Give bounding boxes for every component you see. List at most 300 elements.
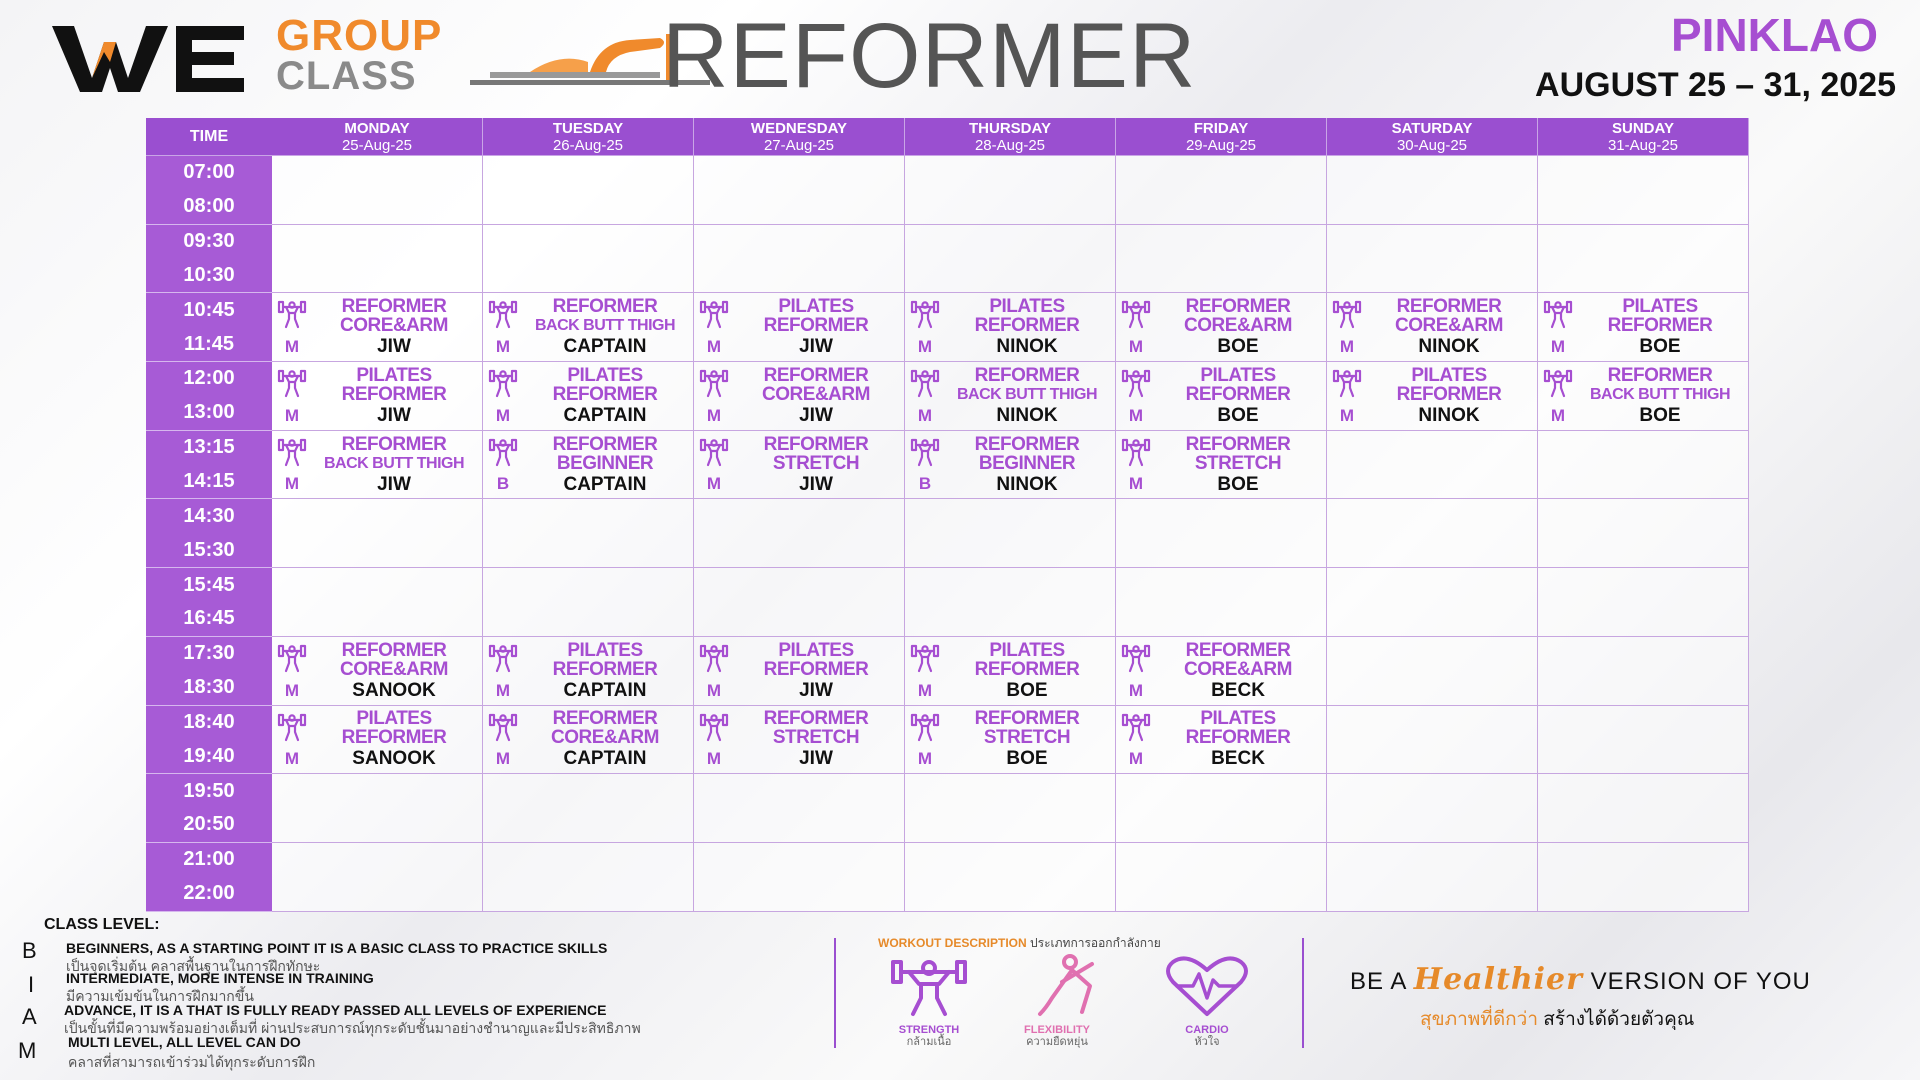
slogan-thai-orange: สุขภาพที่ดีกว่า <box>1420 1009 1539 1030</box>
class-name-line2: REFORMER <box>974 658 1080 680</box>
empty-slot <box>1538 499 1749 568</box>
coach-name: BOE <box>1639 404 1681 426</box>
time-end: 19:40 <box>183 744 235 767</box>
class-name-line2: BACK BUTT THIGH <box>956 385 1098 403</box>
strength-icon <box>910 643 940 673</box>
class-meta <box>275 639 309 703</box>
empty-slot <box>694 499 905 568</box>
time-slot <box>146 156 272 225</box>
strength-icon <box>277 712 307 742</box>
class-card[interactable] <box>272 431 483 500</box>
day-date: 26-Aug-25 <box>552 137 624 154</box>
class-level-badge: M <box>284 337 300 357</box>
strength-icon <box>488 299 518 329</box>
empty-slot <box>905 568 1116 637</box>
coach-name: BOE <box>1006 679 1048 701</box>
class-level-badge: M <box>1550 405 1566 425</box>
class-name-line2: BEGINNER <box>978 452 1076 474</box>
empty-slot <box>1327 774 1538 843</box>
coach-name: JIW <box>799 748 833 770</box>
empty-slot <box>483 499 694 568</box>
strength-icon <box>277 437 307 467</box>
coach-name: NINOK <box>996 404 1058 426</box>
class-name-line2: CORE&ARM <box>340 315 448 337</box>
class-meta <box>908 364 942 428</box>
class-info <box>309 364 479 428</box>
day-header-monday <box>272 118 483 156</box>
class-meta <box>1119 639 1153 703</box>
class-name-line2: REFORMER <box>974 315 1080 337</box>
level-description: BEGINNERS, AS A STARTING POINT IT IS A BASIC CLASS TO PRACTICE SKILLS <box>66 940 608 956</box>
class-card[interactable] <box>905 706 1116 775</box>
empty-slot <box>1327 568 1538 637</box>
class-name-line2: CORE&ARM <box>1184 315 1292 337</box>
empty-slot <box>1327 706 1538 775</box>
time-start: 13:15 <box>183 436 235 459</box>
class-meta <box>1119 433 1153 497</box>
class-name-line1: REFORMER <box>1396 296 1502 318</box>
class-info <box>942 364 1112 428</box>
day-name: MONDAY <box>344 120 410 137</box>
empty-slot <box>694 774 905 843</box>
class-name-line1: REFORMER <box>763 364 869 386</box>
class-info <box>731 433 901 497</box>
empty-slot <box>1327 431 1538 500</box>
class-level-badge: M <box>495 405 511 425</box>
class-level-badge: M <box>706 405 722 425</box>
class-name-line1: REFORMER <box>552 708 658 730</box>
class-meta <box>275 295 309 359</box>
class-name-line2: REFORMER <box>763 315 869 337</box>
time-slot <box>146 637 272 706</box>
we-logo-icon <box>52 22 248 94</box>
logo-group-text: GROUP <box>276 11 443 60</box>
class-info <box>1575 295 1745 359</box>
strength-icon <box>1332 368 1362 398</box>
class-meta <box>1330 364 1364 428</box>
slogan-thai-black: สร้างได้ด้วยตัวคุณ <box>1538 1009 1695 1030</box>
empty-slot <box>1327 156 1538 225</box>
class-name-line2: REFORMER <box>341 727 447 749</box>
class-meta <box>1119 364 1153 428</box>
coach-name: JIW <box>377 473 411 495</box>
time-end: 16:45 <box>183 607 235 630</box>
class-level-badge: M <box>284 680 300 700</box>
class-level-badge: B <box>496 474 510 494</box>
class-card[interactable] <box>1116 637 1327 706</box>
coach-name: BOE <box>1217 473 1259 495</box>
class-level-badge: M <box>706 337 722 357</box>
class-level-badge: M <box>706 474 722 494</box>
class-info <box>1575 364 1745 428</box>
strength-icon <box>699 712 729 742</box>
class-card[interactable] <box>483 706 694 775</box>
class-info <box>520 639 690 703</box>
class-name-line1: REFORMER <box>974 433 1080 455</box>
class-name-line2: REFORMER <box>1185 383 1291 405</box>
class-meta <box>908 708 942 772</box>
class-info <box>1364 364 1534 428</box>
class-level-badge: B <box>918 474 932 494</box>
coach-name: JIW <box>377 404 411 426</box>
day-header-friday <box>1116 118 1327 156</box>
class-name-line1: PILATES <box>1200 364 1276 386</box>
coach-name: BOE <box>1217 336 1259 358</box>
class-name-line2: REFORMER <box>1396 383 1502 405</box>
class-name-line1: PILATES <box>1622 296 1698 318</box>
day-date: 27-Aug-25 <box>763 137 835 154</box>
empty-slot <box>1327 843 1538 912</box>
day-name: SUNDAY <box>1612 120 1674 137</box>
empty-slot <box>905 225 1116 294</box>
class-meta <box>486 708 520 772</box>
strength-icon <box>910 437 940 467</box>
class-info <box>1153 295 1323 359</box>
class-card[interactable] <box>1538 293 1749 362</box>
class-card[interactable] <box>905 431 1116 500</box>
class-card[interactable] <box>905 293 1116 362</box>
class-level-badge: M <box>495 337 511 357</box>
class-meta <box>1119 708 1153 772</box>
time-start: 18:40 <box>183 710 235 733</box>
time-end: 11:45 <box>183 332 235 355</box>
coach-name: CAPTAIN <box>563 404 647 426</box>
class-card[interactable] <box>694 637 905 706</box>
class-meta <box>908 433 942 497</box>
class-name-line1: PILATES <box>778 639 854 661</box>
day-header-wednesday <box>694 118 905 156</box>
class-info <box>731 639 901 703</box>
class-name-line1: REFORMER <box>552 296 658 318</box>
class-name-line2: BEGINNER <box>556 452 654 474</box>
empty-slot <box>694 568 905 637</box>
coach-name: NINOK <box>1418 336 1480 358</box>
schedule-table <box>146 118 1750 912</box>
level-description-th: คลาสที่สามารถเข้าร่วมได้ทุกระดับการฝึก <box>68 1054 316 1070</box>
empty-slot <box>1327 637 1538 706</box>
workout-title-en: WORKOUT DESCRIPTION <box>878 936 1027 950</box>
day-date: 29-Aug-25 <box>1185 137 1257 154</box>
class-card[interactable] <box>1116 431 1327 500</box>
coach-name: JIW <box>799 679 833 701</box>
class-card[interactable] <box>905 362 1116 431</box>
class-meta <box>908 639 942 703</box>
strength-icon <box>699 368 729 398</box>
strength-icon <box>910 299 940 329</box>
class-name-line2: STRETCH <box>983 727 1071 749</box>
class-info <box>942 639 1112 703</box>
class-info <box>1153 364 1323 428</box>
class-level-badge: M <box>1339 337 1355 357</box>
class-card[interactable] <box>272 362 483 431</box>
class-info <box>309 433 479 497</box>
class-name-line1: REFORMER <box>1185 639 1291 661</box>
empty-slot <box>1116 843 1327 912</box>
class-info <box>1153 639 1323 703</box>
class-name-line1: PILATES <box>356 708 432 730</box>
class-card[interactable] <box>483 431 694 500</box>
class-name-line2: REFORMER <box>1607 315 1713 337</box>
empty-slot <box>1116 774 1327 843</box>
class-name-line2: REFORMER <box>552 383 658 405</box>
strength-icon <box>1121 643 1151 673</box>
strength-label <box>884 1024 974 1048</box>
class-name-line1: PILATES <box>1200 708 1276 730</box>
coach-name: SANOOK <box>352 679 436 701</box>
class-info <box>731 295 901 359</box>
strength-label-th: กล้ามเนื้อ <box>906 1036 952 1048</box>
cardio-icon <box>1162 954 1252 1018</box>
day-date: 31-Aug-25 <box>1607 137 1679 154</box>
empty-slot <box>694 843 905 912</box>
class-name-line1: PILATES <box>567 639 643 661</box>
class-meta <box>1119 295 1153 359</box>
time-start: 17:30 <box>183 642 235 665</box>
empty-slot <box>1538 843 1749 912</box>
level-description: INTERMEDIATE, MORE INTENSE IN TRAINING <box>66 970 374 986</box>
level-letter: B <box>22 938 37 963</box>
class-name-line2: CORE&ARM <box>1184 658 1292 680</box>
slogan-post: VERSION OF YOU <box>1582 968 1811 995</box>
time-start: 15:45 <box>183 573 235 596</box>
time-slot <box>146 362 272 431</box>
date-range: AUGUST 25 – 31, 2025 <box>1535 66 1896 104</box>
class-name-line2: BACK BUTT THIGH <box>323 454 465 472</box>
class-meta <box>486 364 520 428</box>
empty-slot <box>1116 156 1327 225</box>
coach-name: JIW <box>377 336 411 358</box>
class-card[interactable] <box>1116 362 1327 431</box>
class-card[interactable] <box>272 706 483 775</box>
cardio-label-en: CARDIO <box>1185 1024 1229 1036</box>
class-level-badge: M <box>917 749 933 769</box>
day-name: THURSDAY <box>969 120 1051 137</box>
coach-name: SANOOK <box>352 748 436 770</box>
class-name-line1: PILATES <box>356 364 432 386</box>
empty-slot <box>1538 568 1749 637</box>
slogan-highlight: Healthier <box>1413 962 1583 997</box>
class-name-line1: REFORMER <box>974 708 1080 730</box>
time-end: 15:30 <box>183 538 235 561</box>
class-meta <box>697 708 731 772</box>
empty-slot <box>1116 499 1327 568</box>
class-level-badge: M <box>917 680 933 700</box>
divider <box>1302 938 1304 1048</box>
class-meta <box>908 295 942 359</box>
day-name: WEDNESDAY <box>750 120 848 137</box>
empty-slot <box>1538 156 1749 225</box>
class-info <box>1364 295 1534 359</box>
header <box>0 0 1920 118</box>
flexibility-icon <box>1022 954 1112 1018</box>
time-slot <box>146 706 272 775</box>
day-header-thursday <box>905 118 1116 156</box>
class-card[interactable] <box>1116 706 1327 775</box>
slogan-pre: BE A <box>1350 968 1414 995</box>
coach-name: JIW <box>799 473 833 495</box>
empty-slot <box>1538 637 1749 706</box>
class-card[interactable] <box>483 362 694 431</box>
empty-slot <box>1327 499 1538 568</box>
class-level-badge: M <box>1128 405 1144 425</box>
class-name-line1: REFORMER <box>552 433 658 455</box>
class-meta <box>697 364 731 428</box>
class-level-badge: M <box>1128 749 1144 769</box>
strength-icon <box>1543 299 1573 329</box>
strength-icon <box>1121 712 1151 742</box>
strength-icon <box>884 954 974 1018</box>
strength-icon <box>488 643 518 673</box>
empty-slot <box>272 499 483 568</box>
class-name-line2: CORE&ARM <box>762 383 870 405</box>
slogan-thai <box>1420 1004 1694 1034</box>
empty-slot <box>694 225 905 294</box>
time-slot <box>146 774 272 843</box>
empty-slot <box>905 156 1116 225</box>
empty-slot <box>272 843 483 912</box>
level-description-th: เป็นขั้นที่มีความพร้อมอย่างเต็มที่ ผ่านประสบการณ์ทุกระดับชั้นมาอย่างชำนาญและมีประสิทธิภาพ <box>64 1020 641 1036</box>
empty-slot <box>1538 774 1749 843</box>
flexibility-label-th: ความยืดหยุ่น <box>1026 1036 1088 1048</box>
class-card[interactable] <box>905 637 1116 706</box>
level-description: MULTI LEVEL, ALL LEVEL CAN DO <box>68 1034 301 1050</box>
strength-icon <box>277 643 307 673</box>
empty-slot <box>272 225 483 294</box>
class-card[interactable] <box>694 362 905 431</box>
strength-icon <box>488 712 518 742</box>
class-level-badge: M <box>495 680 511 700</box>
level-description: ADVANCE, IT IS A THAT IS FULLY READY PASSED ALL LEVELS OF EXPERIENCE <box>64 1002 607 1018</box>
coach-name: BECK <box>1211 748 1265 770</box>
class-info <box>309 708 479 772</box>
class-card[interactable] <box>272 637 483 706</box>
empty-slot <box>483 568 694 637</box>
empty-slot <box>905 774 1116 843</box>
time-start: 09:30 <box>183 230 235 253</box>
class-name-line1: REFORMER <box>763 708 869 730</box>
day-header-tuesday <box>483 118 694 156</box>
strength-icon <box>699 437 729 467</box>
time-slot <box>146 568 272 637</box>
class-name-line1: REFORMER <box>341 296 447 318</box>
class-name-line1: PILATES <box>1411 364 1487 386</box>
class-info <box>942 295 1112 359</box>
day-header-sunday <box>1538 118 1749 156</box>
class-card[interactable] <box>694 293 905 362</box>
class-name-line2: STRETCH <box>1194 452 1282 474</box>
coach-name: JIW <box>799 404 833 426</box>
class-level-badge: M <box>706 680 722 700</box>
footer <box>0 912 1920 1080</box>
day-date: 30-Aug-25 <box>1396 137 1468 154</box>
day-name: SATURDAY <box>1391 120 1473 137</box>
day-date: 25-Aug-25 <box>341 137 413 154</box>
divider <box>834 938 836 1048</box>
coach-name: BECK <box>1211 679 1265 701</box>
class-meta <box>1541 364 1575 428</box>
class-info <box>309 295 479 359</box>
empty-slot <box>1538 706 1749 775</box>
class-name-line1: REFORMER <box>1185 433 1291 455</box>
empty-slot <box>694 156 905 225</box>
time-start: 14:30 <box>183 504 235 527</box>
empty-slot <box>272 568 483 637</box>
class-level-badge: M <box>1128 680 1144 700</box>
empty-slot <box>272 156 483 225</box>
time-end: 13:00 <box>183 401 235 424</box>
strength-icon <box>699 643 729 673</box>
coach-name: BOE <box>1217 404 1259 426</box>
class-level-badge: M <box>1128 337 1144 357</box>
strength-icon <box>277 368 307 398</box>
strength-icon <box>277 299 307 329</box>
class-name-line1: REFORMER <box>341 639 447 661</box>
class-name-line2: REFORMER <box>763 658 869 680</box>
level-letter: A <box>22 1004 37 1029</box>
class-name-line1: REFORMER <box>974 364 1080 386</box>
class-card[interactable] <box>483 293 694 362</box>
cardio-label-th: หัวใจ <box>1194 1036 1220 1048</box>
class-meta <box>486 295 520 359</box>
class-name-line2: CORE&ARM <box>551 727 659 749</box>
class-level-badge: M <box>917 337 933 357</box>
class-card[interactable] <box>694 431 905 500</box>
empty-slot <box>483 156 694 225</box>
coach-name: CAPTAIN <box>563 473 647 495</box>
class-card[interactable] <box>272 293 483 362</box>
strength-icon <box>488 437 518 467</box>
class-name-line2: REFORMER <box>341 383 447 405</box>
coach-name: BOE <box>1006 748 1048 770</box>
class-info <box>520 364 690 428</box>
time-end: 20:50 <box>183 813 235 836</box>
class-card[interactable] <box>1327 362 1538 431</box>
empty-slot <box>272 774 483 843</box>
class-level-badge: M <box>1128 474 1144 494</box>
class-card[interactable] <box>1538 362 1749 431</box>
class-name-line1: REFORMER <box>341 433 447 455</box>
time-header: TIME <box>146 118 272 156</box>
class-level-badge: M <box>284 749 300 769</box>
flexibility-label <box>1012 1024 1102 1048</box>
class-name-line2: BACK BUTT THIGH <box>1589 385 1731 403</box>
strength-icon <box>699 299 729 329</box>
class-level-badge: M <box>706 749 722 769</box>
class-info <box>942 433 1112 497</box>
class-name-line2: STRETCH <box>772 727 860 749</box>
class-name-line2: REFORMER <box>552 658 658 680</box>
class-card[interactable] <box>1327 293 1538 362</box>
day-name: TUESDAY <box>552 120 624 137</box>
strength-icon <box>1543 368 1573 398</box>
coach-name: JIW <box>799 336 833 358</box>
empty-slot <box>483 774 694 843</box>
class-info <box>1153 433 1323 497</box>
time-start: 07:00 <box>183 161 235 184</box>
coach-name: NINOK <box>996 473 1058 495</box>
class-card[interactable] <box>694 706 905 775</box>
strength-label-en: STRENGTH <box>898 1024 960 1036</box>
class-level-badge: M <box>1339 405 1355 425</box>
class-card[interactable] <box>1116 293 1327 362</box>
class-info <box>520 708 690 772</box>
strength-icon <box>1121 299 1151 329</box>
class-name-line1: REFORMER <box>1607 364 1713 386</box>
empty-slot <box>483 225 694 294</box>
class-info <box>309 639 479 703</box>
class-card[interactable] <box>483 637 694 706</box>
strength-icon <box>488 368 518 398</box>
